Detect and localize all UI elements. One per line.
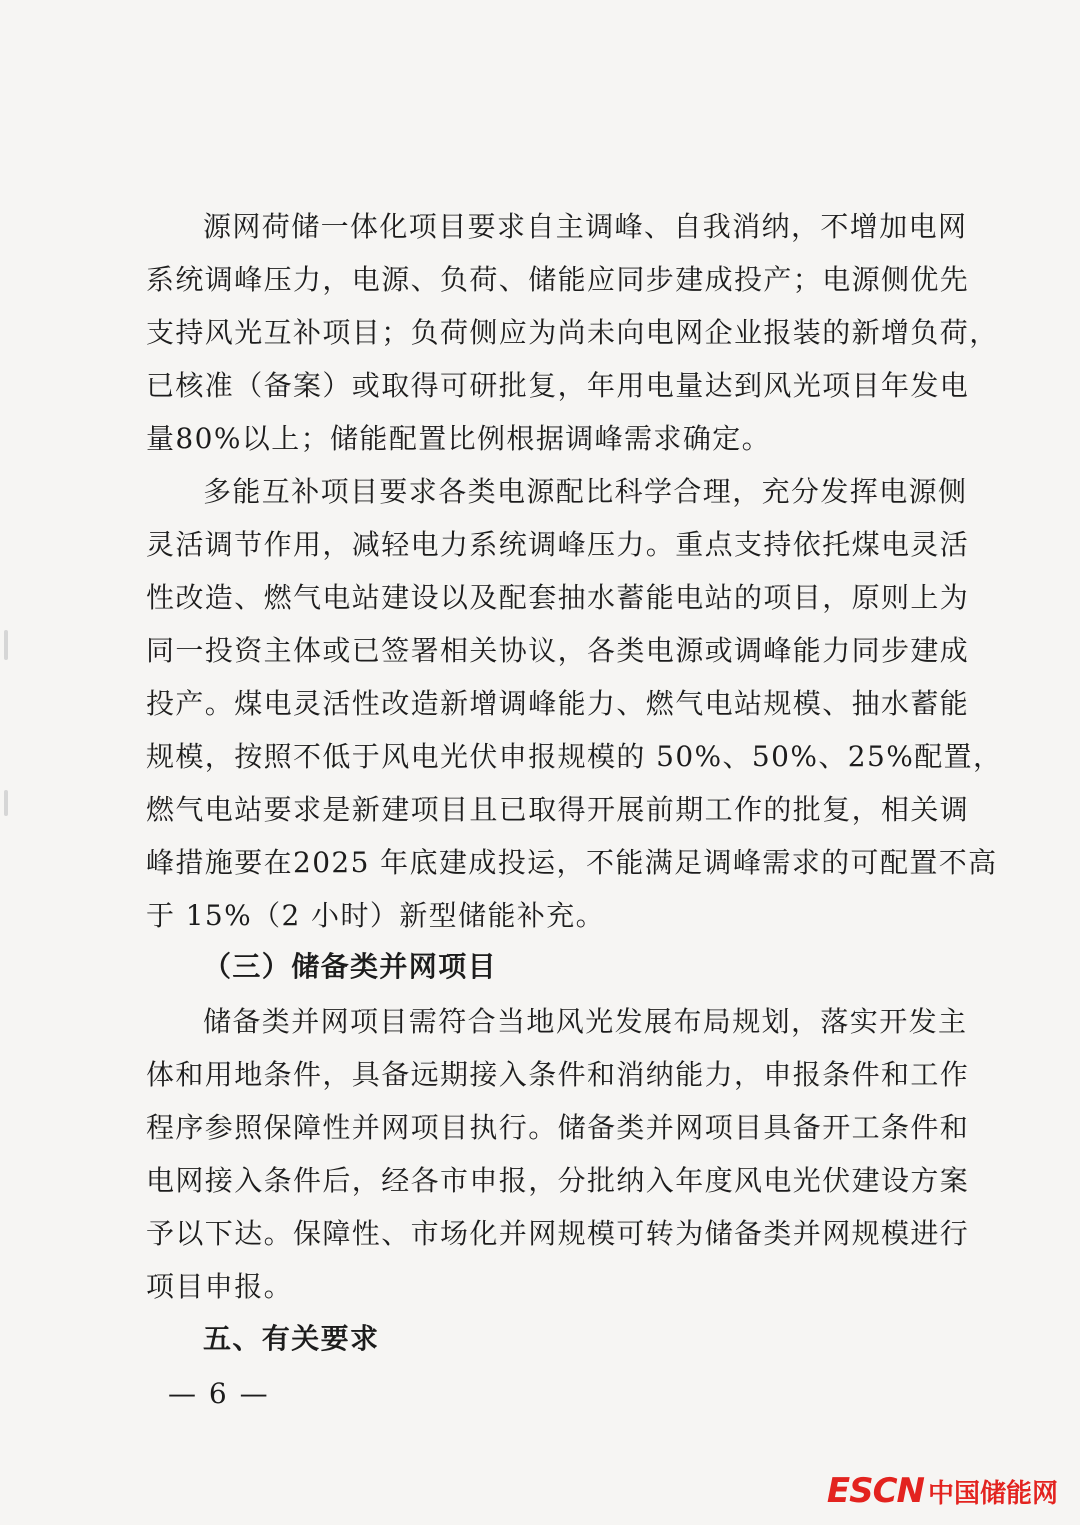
paragraph-line: 多能互补项目要求各类电源配比科学合理，充分发挥电源侧 — [203, 475, 968, 508]
paragraph-line: 储备类并网项目需符合当地风光发展布局规划，落实开发主 — [203, 1005, 968, 1038]
paragraph-line: 规模，按照不低于风电光伏申报规模的 50%、50%、25%配置， — [146, 740, 1003, 773]
paragraph-line: 系统调峰压力，电源、负荷、储能应同步建成投产；电源侧优先 — [146, 263, 970, 296]
paragraph-line: 灵活调节作用，减轻电力系统调峰压力。重点支持依托煤电灵活 — [146, 528, 970, 561]
paragraph-line: 程序参照保障性并网项目执行。储备类并网项目具备开工条件和 — [146, 1111, 970, 1144]
page-number: — 6 — — [168, 1377, 270, 1410]
paragraph-line: 支持风光互补项目；负荷侧应为尚未向电网企业报装的新增负荷， — [146, 316, 999, 349]
escn-logo — [827, 1471, 1058, 1511]
paragraph-line: 已核准（备案）或取得可研批复，年用电量达到风光项目年发电 — [146, 369, 970, 402]
paragraph-line: 予以下达。保障性、市场化并网规模可转为储备类并网规模进行 — [146, 1217, 970, 1250]
paragraph-line: 同一投资主体或已签署相关协议，各类电源或调峰能力同步建成 — [146, 634, 970, 667]
section-heading: （三）储备类并网项目 — [203, 950, 498, 983]
paragraph-line: 性改造、燃气电站建设以及配套抽水蓄能电站的项目，原则上为 — [146, 581, 970, 614]
paragraph-line: 量80%以上；储能配置比例根据调峰需求确定。 — [146, 422, 772, 455]
paragraph-line: 燃气电站要求是新建项目且已取得开展前期工作的批复，相关调 — [146, 793, 970, 826]
paragraph-line: 电网接入条件后，经各市申报，分批纳入年度风电光伏建设方案 — [146, 1164, 970, 1197]
paragraph-line: 投产。煤电灵活性改造新增调峰能力、燃气电站规模、抽水蓄能 — [146, 687, 970, 720]
scan-artifact — [4, 630, 8, 660]
paragraph-line: 源网荷储一体化项目要求自主调峰、自我消纳，不增加电网 — [203, 210, 968, 243]
logo-chinese-text: 中国储能网 — [927, 1479, 1058, 1509]
paragraph-line: 于 15%（2 小时）新型储能补充。 — [146, 899, 606, 932]
paragraph-line: 项目申报。 — [146, 1270, 294, 1303]
logo-latin-text: ESCN — [826, 1471, 924, 1511]
paragraph-line: 峰措施要在2025 年底建成投运，不能满足调峰需求的可配置不高 — [146, 846, 998, 879]
scan-artifact — [4, 790, 8, 816]
section-heading: 五、有关要求 — [203, 1322, 380, 1355]
paragraph-line: 体和用地条件，具备远期接入条件和消纳能力，申报条件和工作 — [146, 1058, 970, 1091]
